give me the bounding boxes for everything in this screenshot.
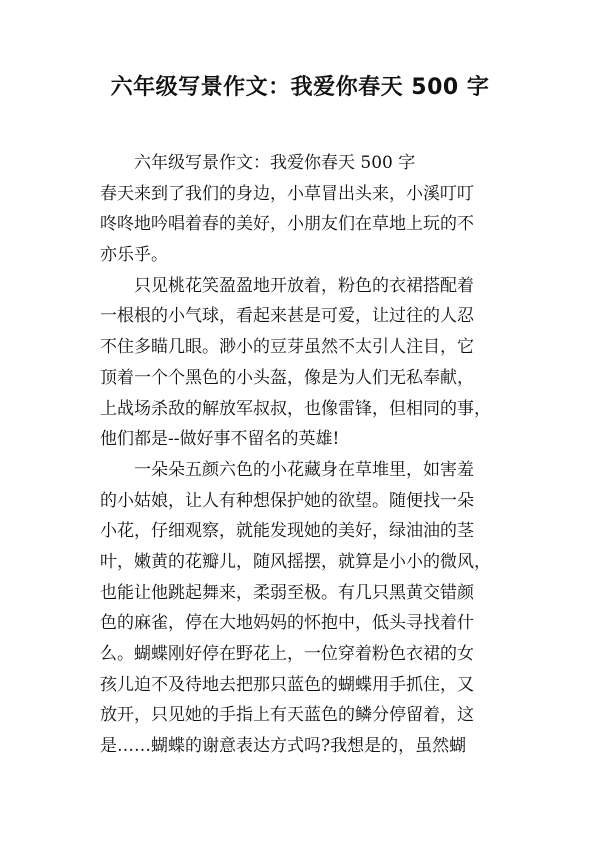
text-line: 亦乐乎。 — [100, 245, 168, 266]
text-line: 咚咚地吟唱着春的美好，小朋友们在草地上玩的不 — [100, 214, 474, 235]
text-line: 小花，仔细观察，就能发现她的美好，绿油油的茎 — [100, 521, 474, 542]
text-line: 放开，只见她的手指上有天蓝色的鳞分停留着，这 — [100, 705, 474, 726]
text-line: 也能让他跳起舞来，柔弱至极。有几只黑黄交错颜 — [100, 582, 474, 603]
text-line: 么。蝴蝶刚好停在野花上，一位穿着粉色衣裙的女 — [100, 644, 474, 664]
text-line: 六年级写景作文：我爱你春天 500 字 — [134, 153, 416, 173]
text-line: 他们都是--做好事不留名的英雄! — [100, 429, 340, 450]
page-title: 六年级写景作文：我爱你春天 500 字 — [110, 75, 490, 100]
text-line: 只见桃花笑盈盈地开放着，粉色的衣裙搭配着 — [134, 275, 474, 296]
essay-body — [100, 148, 506, 762]
text-line: 上战场杀敌的解放军叔叔，也像雷锋，但相同的事， — [100, 398, 491, 419]
text-line: 一朵朵五颜六色的小花藏身在草堆里，如害羞 — [134, 459, 474, 480]
text-line: 孩儿迫不及待地去把那只蓝色的蝴蝶用手抓住，又 — [100, 674, 474, 695]
text-line: 是……蝴蝶的谢意表达方式吗?我想是的，虽然蝴 — [100, 736, 467, 757]
text-line: 一根根的小气球，看起来甚是可爱，让过往的人忍 — [100, 306, 474, 327]
text-line: 顶着一个个黑色的小头盔，像是为人们无私奉献， — [100, 367, 474, 388]
text-line: 色的麻雀，停在大地妈妈的怀抱中，低头寻找着什 — [100, 613, 474, 634]
text-line: 春天来到了我们的身边，小草冒出头来，小溪叮叮 — [100, 183, 474, 204]
text-line: 叶，嫩黄的花瓣儿，随风摇摆，就算是小小的微风， — [100, 551, 491, 572]
text-line: 不住多瞄几眼。渺小的豆芽虽然不太引人注目，它 — [100, 337, 474, 358]
text-line: 的小姑娘，让人有种想保护她的欲望。随便找一朵 — [100, 490, 474, 511]
